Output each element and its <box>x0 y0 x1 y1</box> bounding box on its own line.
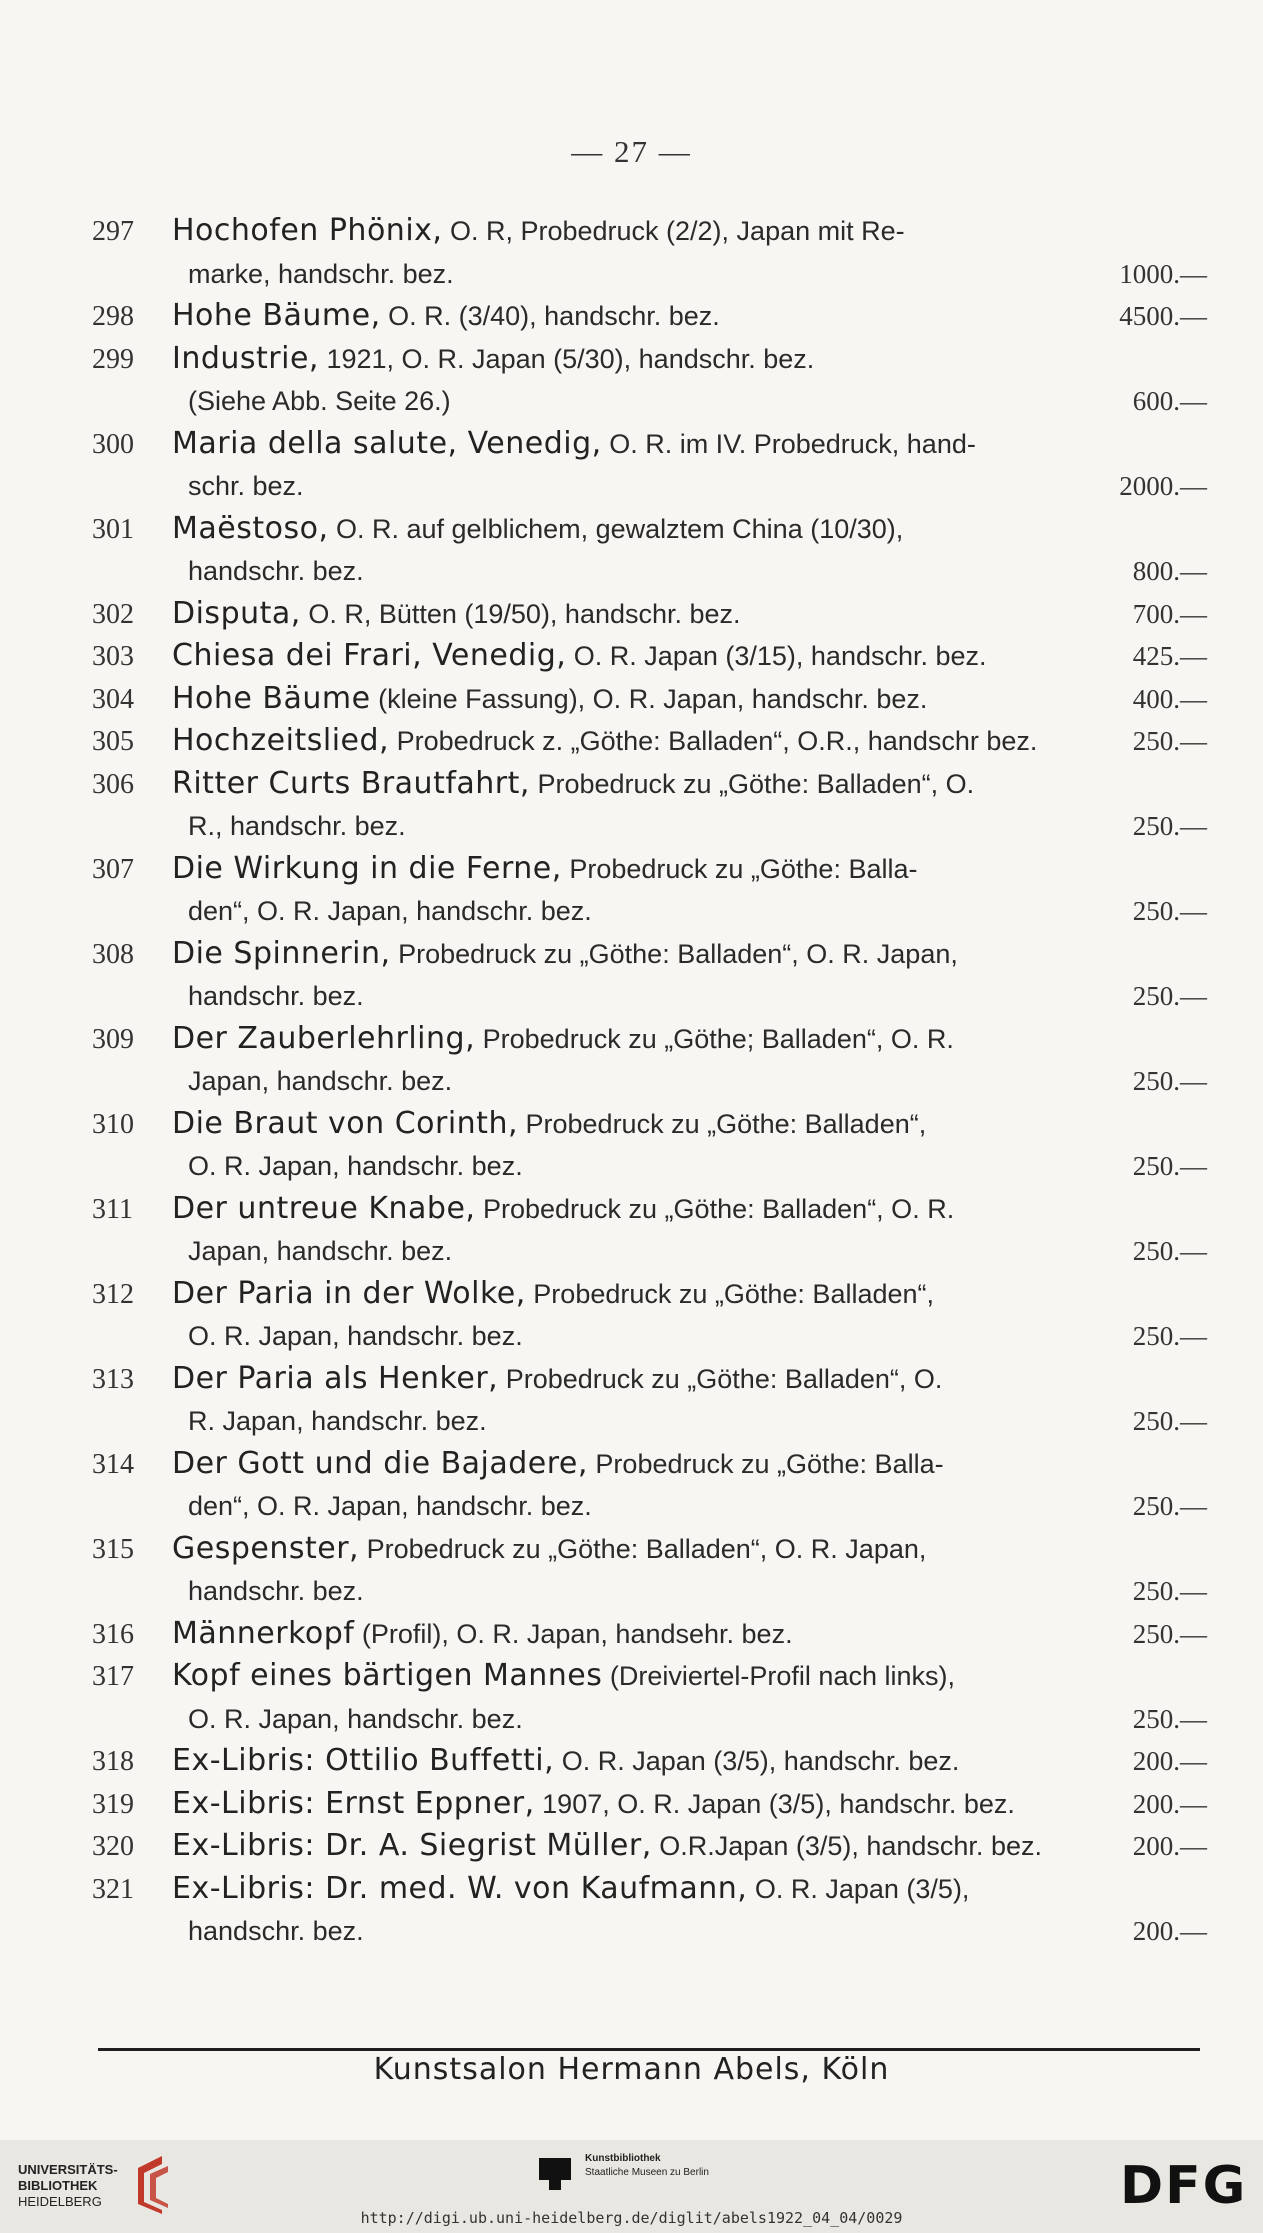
entry-number: 302 <box>92 598 134 630</box>
university-library-emblem-icon <box>128 2150 174 2216</box>
entry-title: Ritter Curts Brautfahrt, <box>172 765 530 801</box>
entry-number: 305 <box>92 726 134 757</box>
entry-description: Japan, handschr. bez. <box>188 1066 453 1096</box>
entry-number: 299 <box>92 343 134 375</box>
entry-description: Probedruck zu „Göthe: Balladen“, <box>525 1278 935 1309</box>
entry-price: 250.— <box>1132 1151 1207 1181</box>
entry-number: 300 <box>92 428 134 460</box>
entry-number: 303 <box>92 641 134 672</box>
entry-description: R. Japan, handschr. bez. <box>188 1406 487 1436</box>
footer-rule <box>98 2048 1200 2051</box>
entry-price: 4500.— <box>1119 301 1207 331</box>
entry-title: Ex-Libris: Dr. med. W. von Kaufmann, <box>172 1870 748 1906</box>
entry-title: Disputa, <box>172 595 301 631</box>
entry-description: (Profil), O. R. Japan, handsehr. bez. <box>354 1618 793 1649</box>
entry-description: Probedruck zu „Göthe: Balladen“, O. R. Japan, <box>390 938 958 969</box>
entry-description: O.R.Japan (3/5), handschr. bez. <box>651 1831 1042 1861</box>
catalog-entry <box>92 1613 1207 1656</box>
page-number: — 27 — <box>571 134 692 169</box>
entry-title: Chiesa dei Frari, Venedig, <box>172 638 567 673</box>
catalog-entry <box>92 1358 1207 1443</box>
entry-description: handschr. bez. <box>188 1576 364 1606</box>
entry-description: O. R. Japan, handschr. bez. <box>188 1321 523 1351</box>
entry-price: 1000.— <box>1119 258 1207 289</box>
entry-title: Die Spinnerin, <box>172 935 391 971</box>
entry-title: Ex-Libris: Dr. A. Siegrist Müller, <box>172 1828 652 1863</box>
catalog-entry <box>92 1103 1207 1188</box>
catalog-entry <box>92 423 1207 508</box>
entry-price: 250.— <box>1132 1321 1207 1351</box>
entry-number: 307 <box>92 853 134 885</box>
catalog-entry <box>92 1528 1207 1613</box>
entry-price: 250.— <box>1132 1576 1207 1606</box>
entry-number: 317 <box>92 1661 134 1692</box>
entry-number: 309 <box>92 1023 134 1055</box>
dfg-logo[interactable]: DFG <box>1120 2156 1248 2216</box>
entry-title: Männerkopf <box>172 1615 355 1651</box>
entry-number: 312 <box>92 1278 134 1310</box>
catalog-entry <box>92 210 1207 295</box>
entry-title: Gespenster, <box>172 1530 360 1566</box>
entry-description: O. R. Japan (3/15), handschr. bez. <box>566 641 987 671</box>
entry-description: O. R, Probedruck (2/2), Japan mit Re- <box>442 216 905 246</box>
entry-price: 200.— <box>1132 1788 1207 1819</box>
entry-description: O. R. auf gelblichem, gewalztem China (10/30), <box>328 513 904 544</box>
entry-number: 311 <box>92 1193 133 1225</box>
entry-price: 425.— <box>1132 641 1207 671</box>
library-name-line1: UNIVERSITÄTS- <box>18 2162 118 2177</box>
entry-title: Der Zauberlehrling, <box>172 1020 476 1056</box>
entry-description: Probedruck z. „Göthe: Balladen“, O.R., handschr bez. <box>389 726 1038 756</box>
catalog-entry <box>92 1188 1207 1273</box>
entry-title: Die Wirkung in die Ferne, <box>172 850 562 886</box>
library-name-line2: BIBLIOTHEK <box>18 2178 98 2193</box>
entry-title: Hohe Bäume, <box>172 298 381 333</box>
entry-number: 297 <box>92 216 134 247</box>
catalog-entry <box>92 635 1207 678</box>
entry-description: O. R. Japan, handschr. bez. <box>188 1151 523 1181</box>
entry-title: Maëstoso, <box>172 510 329 546</box>
entry-number: 301 <box>92 513 134 545</box>
entry-price: 800.— <box>1132 556 1207 586</box>
entry-title: Hohe Bäume <box>172 680 371 716</box>
entry-description: O. R, Bütten (19/50), handschr. bez. <box>300 598 741 629</box>
entry-price: 250.— <box>1132 1703 1207 1734</box>
entry-number: 316 <box>92 1618 134 1650</box>
entry-description: Probedruck zu „Göthe: Balladen“, O. R. <box>475 1193 955 1224</box>
entry-description: Probedruck zu „Göthe: Balladen“, O. R. Japan, <box>359 1533 927 1564</box>
catalog-entry <box>92 1783 1207 1826</box>
entry-description: O. R. (3/40), handschr. bez. <box>380 301 720 331</box>
entry-description: Probedruck zu „Göthe; Balladen“, O. R. <box>475 1023 954 1054</box>
library-name-line3: HEIDELBERG <box>18 2194 102 2209</box>
catalog-entry <box>92 1655 1207 1740</box>
entry-description: den“, O. R. Japan, handschr. bez. <box>188 896 592 926</box>
entry-price: 250.— <box>1132 1066 1207 1096</box>
entry-description: (Siehe Abb. Seite 26.) <box>188 386 451 416</box>
entry-title: Ex-Libris: Ernst Eppner, <box>172 1785 535 1821</box>
entry-number: 314 <box>92 1448 134 1480</box>
entry-title: Der untreue Knabe, <box>172 1190 476 1226</box>
entry-description: schr. bez. <box>188 471 304 501</box>
entry-description: Probedruck zu „Göthe: Balla- <box>587 1448 944 1479</box>
entry-description: handschr. bez. <box>188 556 364 586</box>
entry-description: O. R. Japan, handschr. bez. <box>188 1703 523 1734</box>
entry-title: Der Paria als Henker, <box>172 1360 499 1396</box>
entry-description: marke, handschr. bez. <box>188 258 454 289</box>
entry-number: 310 <box>92 1108 134 1140</box>
entry-price: 200.— <box>1132 1916 1207 1946</box>
catalog-entry <box>92 338 1207 423</box>
entry-title: Ex-Libris: Ottilio Buffetti, <box>172 1743 555 1778</box>
catalog-entry <box>92 1443 1207 1528</box>
entry-price: 250.— <box>1132 1618 1207 1649</box>
entry-description: O. R. Japan (3/5), <box>747 1873 970 1904</box>
entry-price: 200.— <box>1132 1746 1207 1776</box>
permalink-url[interactable]: http://digi.ub.uni-heidelberg.de/diglit/abels1922_04_04/0029 <box>360 2209 903 2227</box>
entry-number: 298 <box>92 301 134 332</box>
kunstbibliothek-sub: Staatliche Museen zu Berlin <box>585 2167 709 2178</box>
catalog-entry <box>92 1740 1207 1783</box>
entry-description: Probedruck zu „Göthe: Balla- <box>561 853 918 884</box>
kunstbibliothek-name: Kunstbibliothek <box>585 2153 661 2164</box>
catalog-entry <box>92 933 1207 1018</box>
entry-title: Der Paria in der Wolke, <box>172 1275 526 1311</box>
entry-title: Hochofen Phönix, <box>172 213 443 248</box>
catalog-entry <box>92 593 1207 636</box>
kunstbibliothek-icon <box>537 2156 573 2192</box>
entry-number: 319 <box>92 1788 134 1820</box>
entries-list <box>92 210 1207 1953</box>
catalog-entry <box>92 1273 1207 1358</box>
entry-description: Probedruck zu „Göthe: Balladen“, O. <box>498 1363 943 1394</box>
entry-price: 250.— <box>1132 726 1207 756</box>
catalog-entry <box>92 763 1207 848</box>
entry-description: Probedruck zu „Göthe: Balladen“, <box>518 1108 927 1139</box>
entry-description: 1907, O. R. Japan (3/5), handschr. bez. <box>534 1788 1015 1819</box>
entry-price: 250.— <box>1132 981 1207 1011</box>
catalog-entry <box>92 720 1207 763</box>
entry-number: 320 <box>92 1831 134 1862</box>
entry-description: R., handschr. bez. <box>188 811 406 841</box>
entry-price: 250.— <box>1132 1491 1207 1521</box>
catalog-entry <box>92 508 1207 593</box>
entry-description: O. R. Japan (3/5), handschr. bez. <box>554 1746 960 1776</box>
catalog-entry <box>92 1018 1207 1103</box>
entry-title: Maria della salute, Venedig, <box>172 425 602 461</box>
catalog-entry <box>92 295 1207 338</box>
entry-title: Kopf eines bärtigen Mannes <box>172 1658 603 1693</box>
entry-price: 250.— <box>1132 811 1207 841</box>
university-library-logo-text[interactable] <box>18 2162 118 2210</box>
entry-price: 2000.— <box>1119 471 1207 501</box>
entry-number: 308 <box>92 938 134 970</box>
entry-description: Probedruck zu „Göthe: Balladen“, O. <box>529 768 975 799</box>
entry-number: 315 <box>92 1533 134 1565</box>
entry-description: handschr. bez. <box>188 981 364 1011</box>
entry-number: 318 <box>92 1746 134 1777</box>
entry-number: 304 <box>92 683 134 715</box>
entry-price: 200.— <box>1132 1831 1207 1861</box>
catalog-entry <box>92 1825 1207 1868</box>
entry-number: 306 <box>92 768 134 800</box>
entry-description: den“, O. R. Japan, handschr. bez. <box>188 1491 592 1521</box>
entry-price: 400.— <box>1132 683 1207 714</box>
entry-description: Japan, handschr. bez. <box>188 1236 453 1266</box>
catalog-entry <box>92 678 1207 721</box>
entry-price: 250.— <box>1132 896 1207 926</box>
entry-description: 1921, O. R. Japan (5/30), handschr. bez. <box>318 343 815 374</box>
entry-title: Die Braut von Corinth, <box>172 1105 518 1141</box>
entry-title: Industrie, <box>172 340 319 376</box>
entry-number: 313 <box>92 1363 134 1395</box>
entry-description: (kleine Fassung), O. R. Japan, handschr. bez. <box>370 683 928 714</box>
entry-title: Hochzeitslied, <box>172 723 390 758</box>
entry-number: 321 <box>92 1873 134 1905</box>
footer-publisher: Kunstsalon Hermann Abels, Köln <box>373 2052 890 2087</box>
entry-title: Der Gott und die Bajadere, <box>172 1445 588 1481</box>
entry-description: handschr. bez. <box>188 1916 364 1946</box>
catalog-entry <box>92 1868 1207 1953</box>
catalog-entry <box>92 848 1207 933</box>
entry-description: O. R. im IV. Probedruck, hand- <box>601 428 976 459</box>
entry-price: 250.— <box>1132 1236 1207 1266</box>
entry-price: 600.— <box>1132 386 1207 416</box>
entry-price: 700.— <box>1132 598 1207 629</box>
entry-price: 250.— <box>1132 1406 1207 1436</box>
entry-description: (Dreiviertel-Profil nach links), <box>602 1661 955 1691</box>
